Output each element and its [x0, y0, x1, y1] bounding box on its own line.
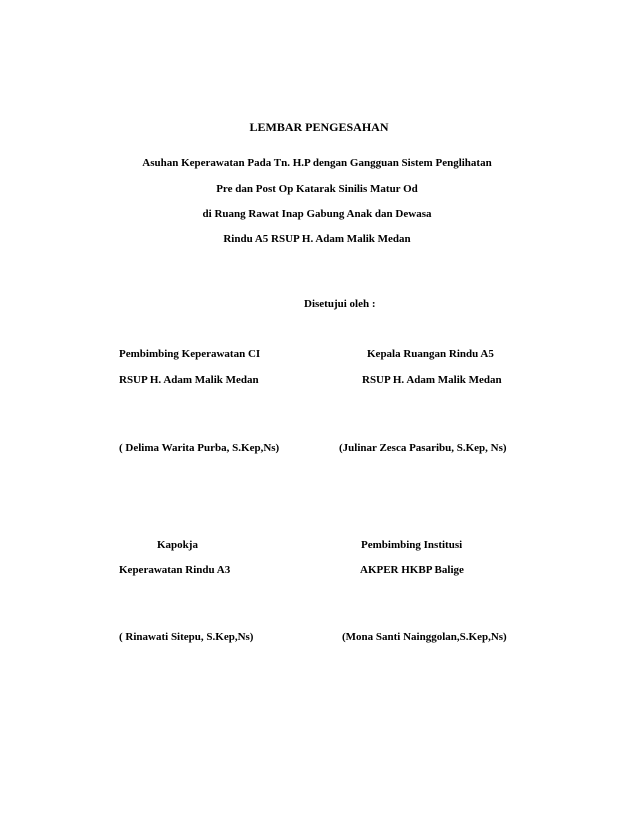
- left-top-role-line-2: RSUP H. Adam Malik Medan: [119, 374, 259, 386]
- document-title: LEMBAR PENGESAHAN: [249, 120, 389, 134]
- right-top-role-line-1: Kepala Ruangan Rindu A5: [367, 348, 494, 360]
- right-bottom-role-line-2: AKPER HKBP Balige: [360, 564, 464, 576]
- approved-by-label: Disetujui oleh :: [304, 298, 376, 310]
- left-bottom-role-line-2: Keperawatan Rindu A3: [119, 564, 231, 576]
- left-bottom-role-line-1: Kapokja: [157, 539, 198, 551]
- subtitle-line-1: Asuhan Keperawatan Pada Tn. H.P dengan Gangguan Sistem Penglihatan: [142, 157, 492, 169]
- right-bottom-signatory-name: (Mona Santi Nainggolan,S.Kep,Ns): [342, 631, 507, 643]
- right-top-role-line-2: RSUP H. Adam Malik Medan: [362, 374, 502, 386]
- subtitle-line-4: Rindu A5 RSUP H. Adam Malik Medan: [223, 233, 411, 245]
- subtitle-line-3: di Ruang Rawat Inap Gabung Anak dan Dewasa: [202, 208, 432, 220]
- right-top-signatory-name: (Julinar Zesca Pasaribu, S.Kep, Ns): [339, 442, 507, 454]
- right-bottom-role-line-1: Pembimbing Institusi: [361, 539, 463, 551]
- left-bottom-signatory-name: ( Rinawati Sitepu, S.Kep,Ns): [119, 631, 254, 643]
- subtitle-line-2: Pre dan Post Op Katarak Sinilis Matur Od: [216, 183, 418, 195]
- left-top-signatory-name: ( Delima Warita Purba, S.Kep,Ns): [119, 442, 280, 454]
- left-top-role-line-1: Pembimbing Keperawatan CI: [119, 348, 261, 360]
